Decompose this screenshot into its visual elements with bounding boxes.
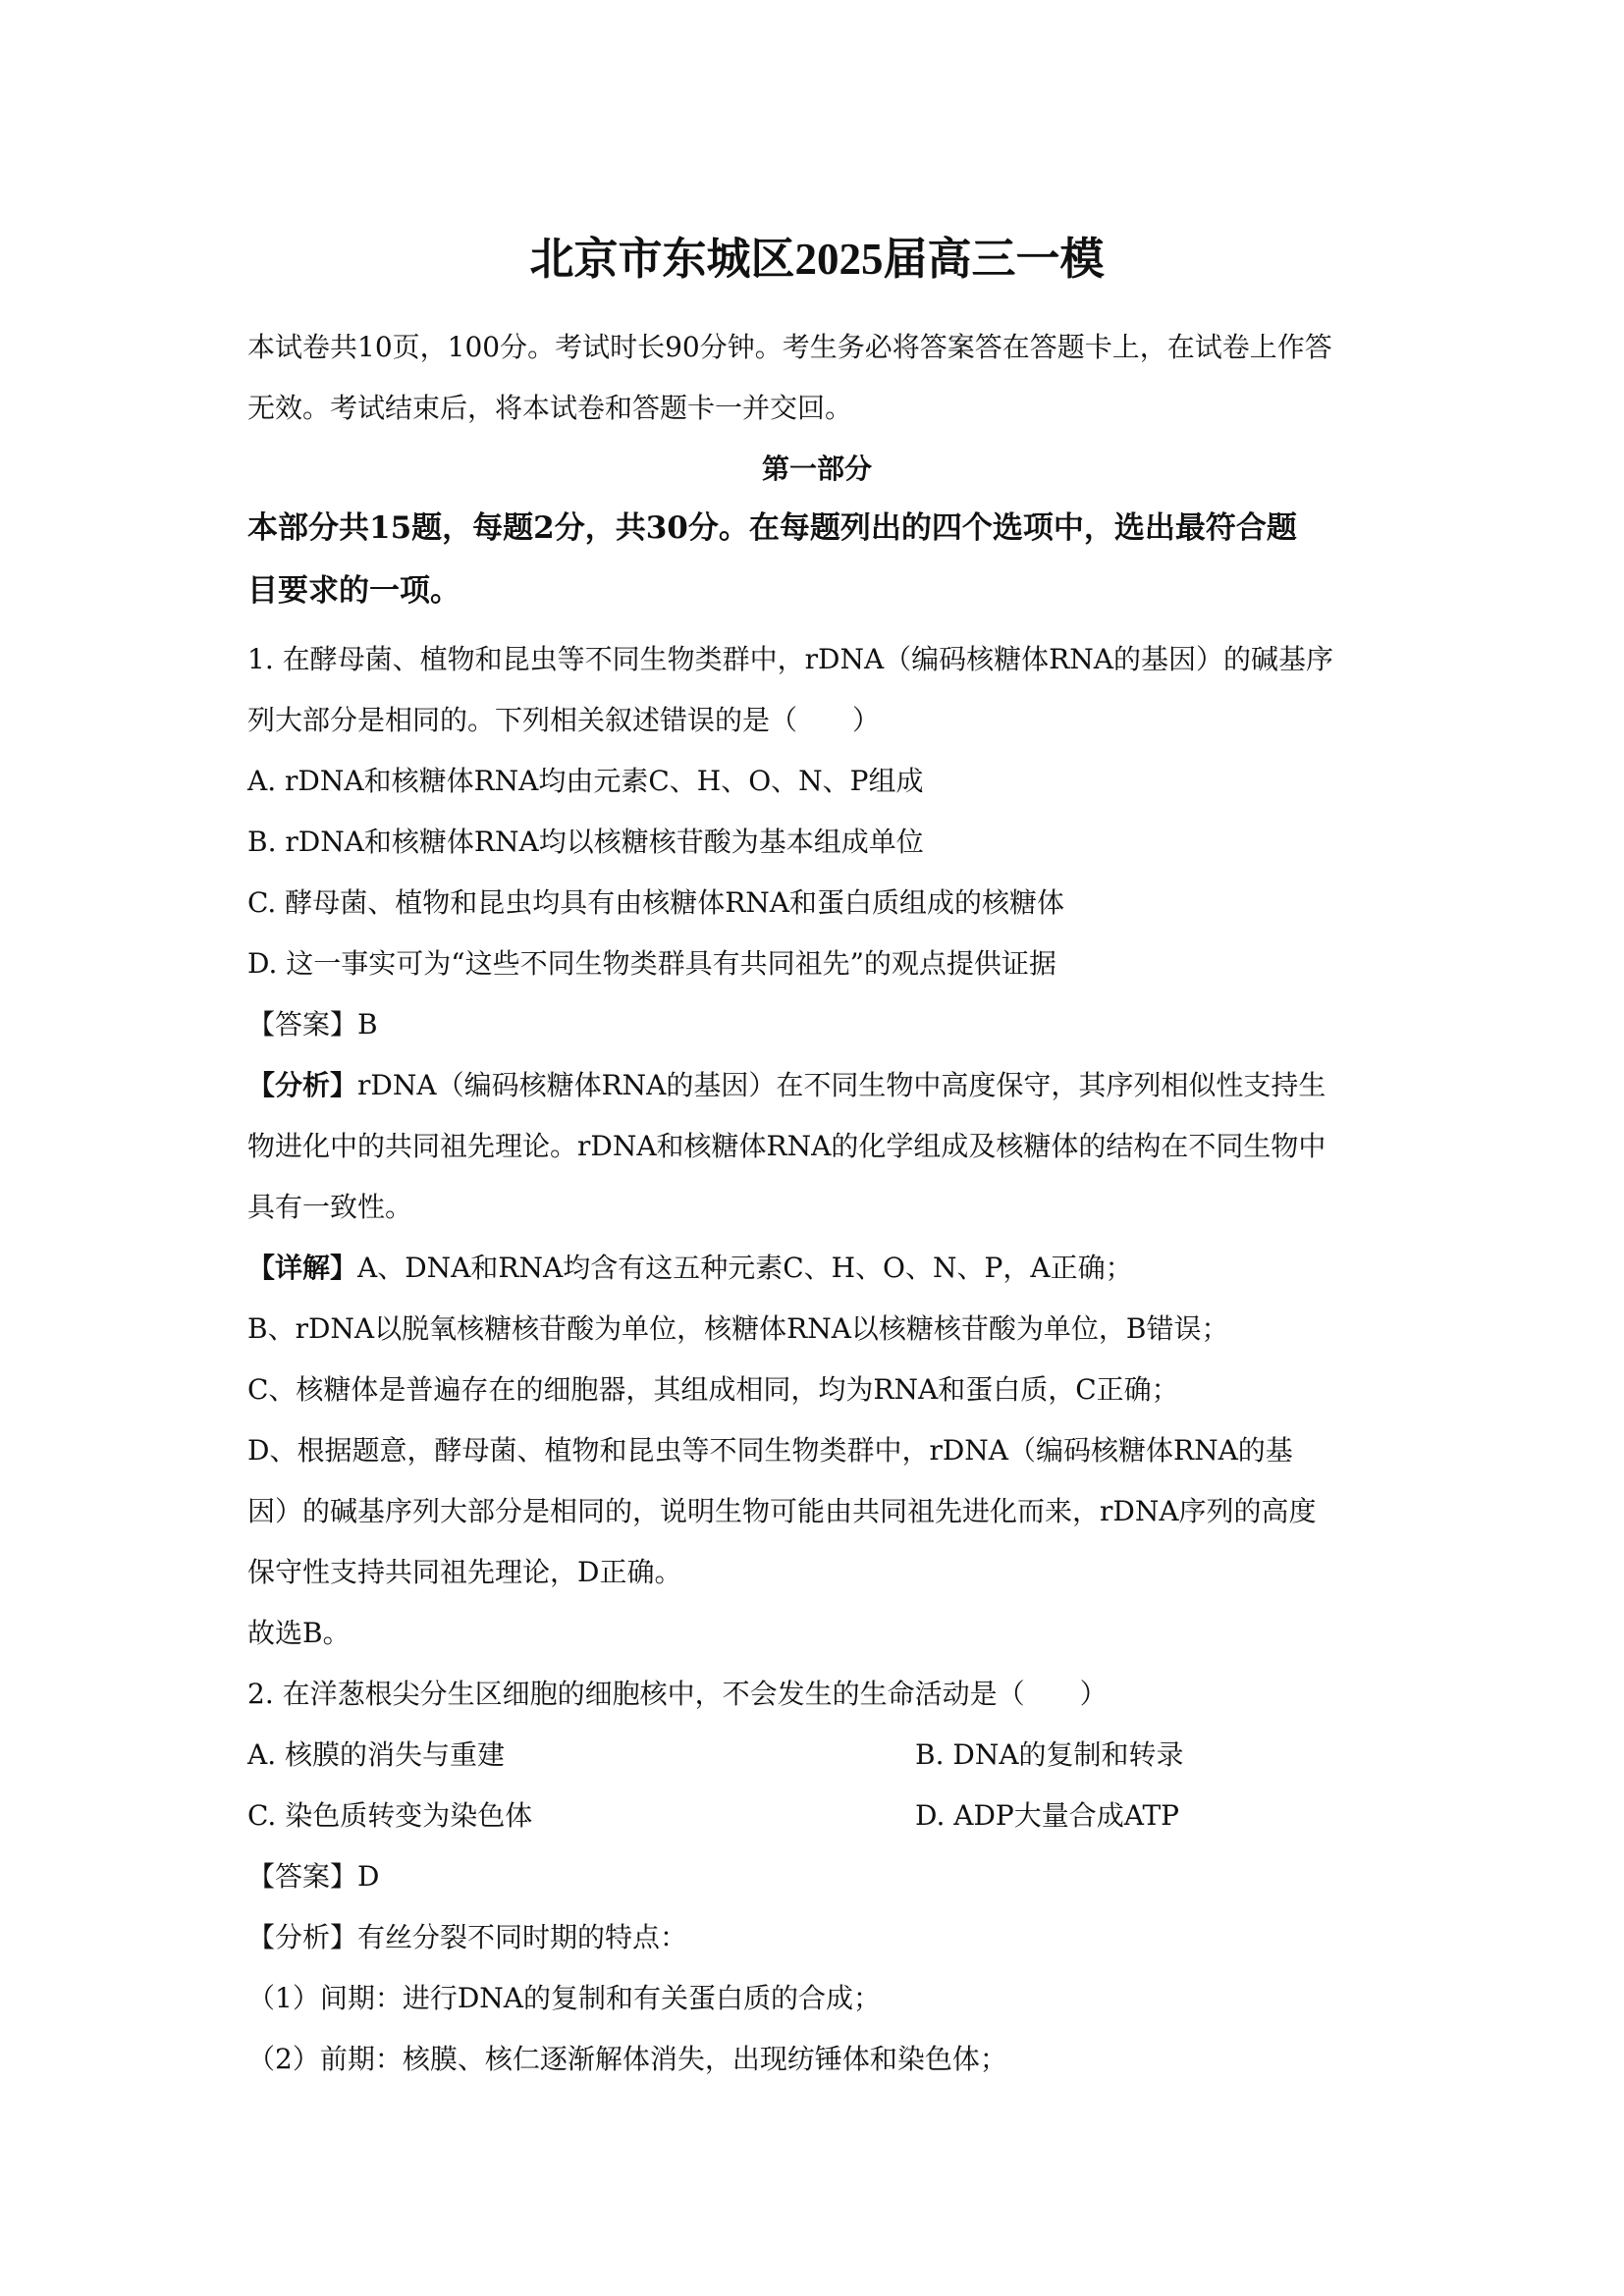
q1-detail-line: 因）的碱基序列大部分是相同的，说明生物可能由共同祖先进化而来，rDNA序列的高度 bbox=[247, 1495, 1317, 1527]
q2-option-b: B. DNA的复制和转录 bbox=[915, 1738, 1184, 1771]
answer-tag: 【答案】 bbox=[247, 1008, 358, 1041]
q2-option-d: D. ADP大量合成ATP bbox=[915, 1799, 1179, 1832]
q1-answer bbox=[247, 1005, 378, 1044]
q2-analysis bbox=[247, 1918, 687, 1957]
analysis-text: rDNA（编码核糖体RNA的基因）在不同生物中高度保守，其序列相似性支持生 bbox=[357, 1069, 1326, 1101]
q1-detail-line: 保守性支持共同祖先理论，D正确。 bbox=[247, 1556, 682, 1588]
intro-line: 无效。考试结束后，将本试卷和答题卡一并交回。 bbox=[247, 392, 853, 424]
q1-stem: 1. 在酵母菌、植物和昆虫等不同生物类群中，rDNA（编码核糖体RNA的基因）的碱基序 bbox=[247, 643, 1333, 675]
page-title: 北京市东城区2025届高三一模 bbox=[529, 235, 1105, 284]
part-title: 第一部分 bbox=[761, 453, 872, 485]
q2-stem: 2. 在洋葱根尖分生区细胞的细胞核中，不会发生的生命活动是（ ） bbox=[247, 1678, 1108, 1710]
q1-option-c: C. 酵母菌、植物和昆虫均具有由核糖体RNA和蛋白质组成的核糖体 bbox=[247, 886, 1065, 919]
q1-detail-line: B、rDNA以脱氧核糖核苷酸为单位，核糖体RNA以核糖核苷酸为单位，B错误； bbox=[247, 1312, 1229, 1345]
q2-analysis-line: （2）前期：核膜、核仁逐渐解体消失，出现纺锤体和染色体； bbox=[247, 2043, 1007, 2075]
q1-analysis-line: 物进化中的共同祖先理论。rDNA和核糖体RNA的化学组成及核糖体的结构在不同生物中 bbox=[247, 1130, 1326, 1162]
answer-value: B bbox=[357, 1008, 378, 1041]
q2-option-a: A. 核膜的消失与重建 bbox=[247, 1738, 506, 1771]
q1-detail bbox=[247, 1249, 1133, 1288]
q1-detail-line: D、根据题意，酵母菌、植物和昆虫等不同生物类群中，rDNA（编码核糖体RNA的基 bbox=[247, 1434, 1293, 1467]
q1-option-d: D. 这一事实可为“这些不同生物类群具有共同祖先”的观点提供证据 bbox=[247, 947, 1056, 980]
q1-analysis-line: 具有一致性。 bbox=[247, 1191, 413, 1223]
answer-value: D bbox=[357, 1860, 380, 1893]
part-description: 本部分共15题，每题2分，共30分。在每题列出的四个选项中，选出最符合题 bbox=[247, 510, 1297, 546]
detail-text: A、DNA和RNA均含有这五种元素C、H、O、N、P，A正确； bbox=[357, 1252, 1133, 1284]
q2-option-c: C. 染色质转变为染色体 bbox=[247, 1799, 533, 1832]
q1-analysis bbox=[247, 1066, 1326, 1105]
answer-tag: 【答案】 bbox=[247, 1860, 358, 1893]
detail-tag: 【详解】 bbox=[247, 1252, 358, 1284]
q2-analysis-line: （1）间期：进行DNA的复制和有关蛋白质的合成； bbox=[247, 1982, 881, 2014]
part-description: 目要求的一项。 bbox=[247, 573, 460, 609]
analysis-tag: 【分析】 bbox=[247, 1069, 358, 1101]
q1-conclusion: 故选B。 bbox=[247, 1617, 351, 1649]
q1-detail-line: C、核糖体是普遍存在的细胞器，其组成相同，均为RNA和蛋白质，C正确； bbox=[247, 1373, 1179, 1406]
q1-option-a: A. rDNA和核糖体RNA均由元素C、H、O、N、P组成 bbox=[247, 765, 924, 797]
analysis-text: 有丝分裂不同时期的特点： bbox=[357, 1921, 688, 1953]
intro-line: 本试卷共10页，100分。考试时长90分钟。考生务必将答案答在答题卡上，在试卷上作答 bbox=[247, 331, 1332, 363]
q1-option-b: B. rDNA和核糖体RNA均以核糖核苷酸为基本组成单位 bbox=[247, 826, 924, 858]
q2-answer bbox=[247, 1857, 379, 1896]
analysis-tag: 【分析】 bbox=[247, 1921, 358, 1953]
q1-stem: 列大部分是相同的。下列相关叙述错误的是（ ） bbox=[247, 704, 881, 736]
